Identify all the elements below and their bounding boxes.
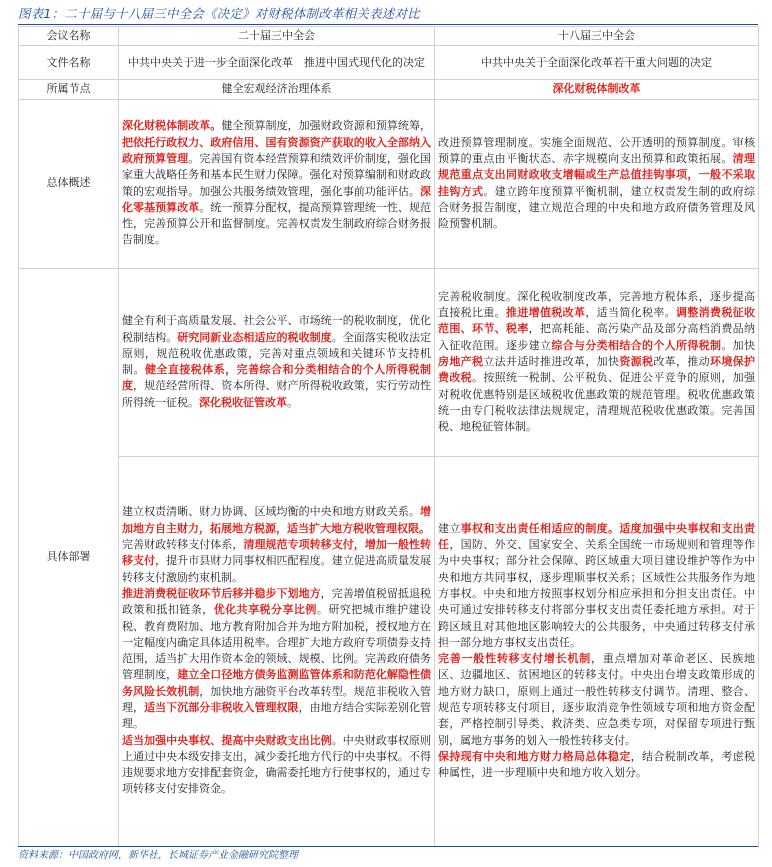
body-text: ，把高耗能、高污染产品及部分高档消费品纳入征收范围。逐步建立 bbox=[438, 322, 756, 352]
body-text: ，重点增加对革命老区、民族地区、边疆地区、贫困地区的转移支付。中央出台增支政策形成的地方财力缺口，原则上通过一般性转移支付调节。清理、整合、规范专项转移支付项目，逐步取消竞争性领域专项和地方资金配套，严格控制引导类、救济类、应急类专项，对保留专项进行甄别，属地方事务的划入一般性转移支付。 bbox=[438, 652, 755, 747]
highlight-text: 增加地方自主财力，拓展地方税源，适当扩大地方税收管理权限。 bbox=[122, 505, 431, 535]
section-20: 健全宏观经济治理体系 bbox=[119, 80, 435, 99]
highlight-text: 深化零基预算改革 bbox=[122, 184, 431, 214]
doc-name-20: 中共中央关于进一步全面深化改革 推进中国式现代化的决定 bbox=[119, 46, 435, 80]
body-text: ，国防、外交、国家安全、关系全国统一市场规则和管理等作为中央事权；部分社会保障、跨区域重大项目建设维护等作为中央和地方共同事权，逐步理顺事权关系；区域性公共服务作为地方事权。中央和地方按照事权划分相应承担和分担支出责任。中央可通过安排转移支付将部分事权支出责任委托地方承担。对于跨区域且对其他地区影响较大的公共服务，中央通过转移支付承担一部分地方事权支出责任。 bbox=[438, 538, 756, 649]
highlight-text: 适当加强中央事权、提高中央财政支出比例 bbox=[122, 733, 332, 747]
section-label: 所属节点 bbox=[19, 80, 119, 99]
comparison-table bbox=[18, 26, 759, 847]
highlight-text: 完善一般性转移支付增长机制 bbox=[438, 652, 591, 666]
body-text: 健全有利于高质量发展、社会公平、市场统一的税收制度，优化税制结构。 bbox=[122, 314, 431, 344]
source-note: 资料来源：中国政府网，新华社，长城证券产业金融研究院整理 bbox=[18, 846, 758, 864]
highlight-text: 综合与分类相结合的个人所得税制 bbox=[551, 338, 722, 352]
body-text: 。中央财政事权原则上通过中央本级安排支出，减少委托地方代行的中央事权。不得违规要求地方安排配套资金，确需委托地方行使事权的，通过专项转移支付安排资金。 bbox=[122, 733, 431, 796]
overview-18-cell bbox=[435, 99, 759, 268]
overview-row bbox=[19, 99, 759, 268]
body-text: 完善税收制度。深化税收制度改革，完善地方税体系，逐步提高直接税比重。 bbox=[438, 289, 755, 320]
highlight-text: 环境保护费改税 bbox=[438, 354, 756, 385]
highlight-text: 研究同新业态相适应的税收制度 bbox=[177, 330, 332, 344]
body-text: ，结合税制改革，考虑税种属性，进一步理顺中央和地方收入划分。 bbox=[438, 749, 756, 780]
body-text: 改进预算管理制度。实施全面规范、公开透明的预算制度。审核预算的重点由平衡状态、赤字规模向支出预算和政策拓展。 bbox=[438, 135, 755, 165]
fiscal-20-cell bbox=[119, 456, 435, 846]
body-text: 立法并适时推进改革，加快 bbox=[483, 354, 620, 368]
body-text: 。按照统一税制、公平税负、促进公平竞争的原则，加强对税收优惠特别是区域税收优惠政策的规范管理。税收优惠政策统一由专门税收法律法规规定，清理规范税收优惠政策。完善国税、地税征管体制。 bbox=[438, 371, 755, 434]
body-text: 建立权责清晰、财力协调、区域均衡的中央和地方财政关系。 bbox=[122, 505, 420, 519]
header-col-18: 十八届三中全会 bbox=[435, 27, 759, 46]
doc-name-18: 中共中央关于全面深化改革若干重大问题的决定 bbox=[435, 46, 759, 80]
highlight-text: 事权和支出责任相适应的制度。适度加强中央事权和支出责任 bbox=[438, 521, 756, 552]
overview-label: 总体概述 bbox=[19, 99, 119, 268]
body-text: 。加快 bbox=[721, 338, 756, 352]
highlight-text: 建立全口径地方债务监测监管体系和防范化解隐性债务风险长效机制 bbox=[122, 668, 432, 698]
doc-name-label: 文件名称 bbox=[19, 46, 119, 80]
section-18: 深化财税体制改革 bbox=[435, 80, 759, 99]
fiscal-18-cell bbox=[435, 456, 759, 846]
chart-title: 图表1：二十届与十八届三中全会《决定》对财税体制改革相关表述对比 bbox=[18, 3, 758, 25]
highlight-text: 清理规范专项转移支付，增加一般性转移支付 bbox=[122, 538, 432, 568]
body-text: 。全面落实税收法定原则，规范税收优惠政策，完善对重点领域和关键环节支持机制。 bbox=[122, 330, 432, 377]
fiscal-row bbox=[19, 456, 759, 846]
detail-label: 具体部署 bbox=[19, 268, 119, 846]
highlight-text: 调整消费税征收范围、环节、税率 bbox=[438, 306, 756, 336]
highlight-text: 资源税 bbox=[619, 354, 654, 368]
body-text: 。完善国有资本经营预算和绩效评价制度，强化国家重大战略任务和基本民生财力保障。强化对预算编制和财政政策的宏观指导。加强公共服务绩效管理，强化事前功能评估。 bbox=[122, 152, 432, 198]
highlight-text: 清理规范重点支出同财政收支增幅或生产总值挂钩事项，一般不采取挂钩方式 bbox=[438, 152, 756, 198]
body-text: ，加快地方融资平台改革转型。规范非税收入管理， bbox=[122, 684, 432, 714]
body-text: 完善财政转移支付体系， bbox=[122, 538, 244, 552]
body-text: 。 bbox=[287, 395, 298, 409]
highlight-text: 深化税收征管改革 bbox=[199, 395, 287, 409]
body-text: ，规范经营所得、资本所得、财产所得税收政策，实行劳动性所得统一征税。 bbox=[122, 379, 432, 409]
body-text: 建立 bbox=[438, 521, 461, 535]
highlight-text: 优化共享税分享比例 bbox=[213, 603, 317, 617]
body-text: ，完善增值税留抵退税政策和抵扣链条， bbox=[122, 586, 432, 617]
highlight-text: 保持现有中央和地方财力格局总体稳定 bbox=[438, 749, 631, 763]
tax-20-cell bbox=[119, 268, 435, 456]
header-meeting-name: 会议名称 bbox=[19, 27, 119, 46]
highlight-text: 房地产税 bbox=[438, 354, 484, 368]
doc-name-row bbox=[19, 46, 759, 80]
header-row bbox=[19, 27, 759, 46]
header-col-20: 二十届三中全会 bbox=[119, 27, 435, 46]
body-text: 健全预算制度，加强财政资源和预算统筹， bbox=[221, 119, 432, 133]
body-text: ，由地方结合实际差别化管理。 bbox=[122, 700, 432, 731]
highlight-text: 健全直接税体系，完善综合和分类相结合的个人所得税制度 bbox=[122, 363, 432, 393]
body-text: 。统一预算分配权，提高预算管理统一性、规范性，完善预算公开和监督制度。完善权责发生制政府综合财务报告制度。 bbox=[122, 200, 432, 247]
highlight-text: 适当下沉部分非税收入管理权限 bbox=[144, 700, 299, 714]
section-row bbox=[19, 80, 759, 99]
overview-20-cell bbox=[119, 99, 435, 268]
tax-row bbox=[19, 268, 759, 456]
highlight-text: 推进消费税征收环节后移并稳步下划地方 bbox=[122, 586, 321, 600]
body-text: ，提升市县财力同事权相匹配程度。建立促进高质量发展转移支付激励约束机制。 bbox=[122, 554, 432, 584]
body-text: 。研究把城市维护建设税、教育费附加、地方教育附加合并为地方附加税，授权地方在一定幅度内确定具体适用税率。合理扩大地方政府专项债券支持范围，适当扩大用作资本金的领域、规模、比例。完善政府债务管理制度， bbox=[122, 603, 432, 682]
highlight-text: 深化财税体制改革。 bbox=[122, 119, 222, 133]
body-text: 改革，推动 bbox=[653, 354, 711, 368]
highlight-text: 推进增值税改革 bbox=[506, 306, 586, 320]
tax-18-cell bbox=[435, 268, 759, 456]
body-text: 。建立跨年度预算平衡机制，建立权责发生制的政府综合财务报告制度，建立规范合理的中央和地方政府债务管理及风险预警机制。 bbox=[438, 184, 756, 231]
highlight-text: 把依托行政权力、政府信用、国有资源资产获取的收入全部纳入政府预算管理 bbox=[122, 135, 431, 165]
body-text: ，适当简化税率。 bbox=[585, 306, 677, 320]
